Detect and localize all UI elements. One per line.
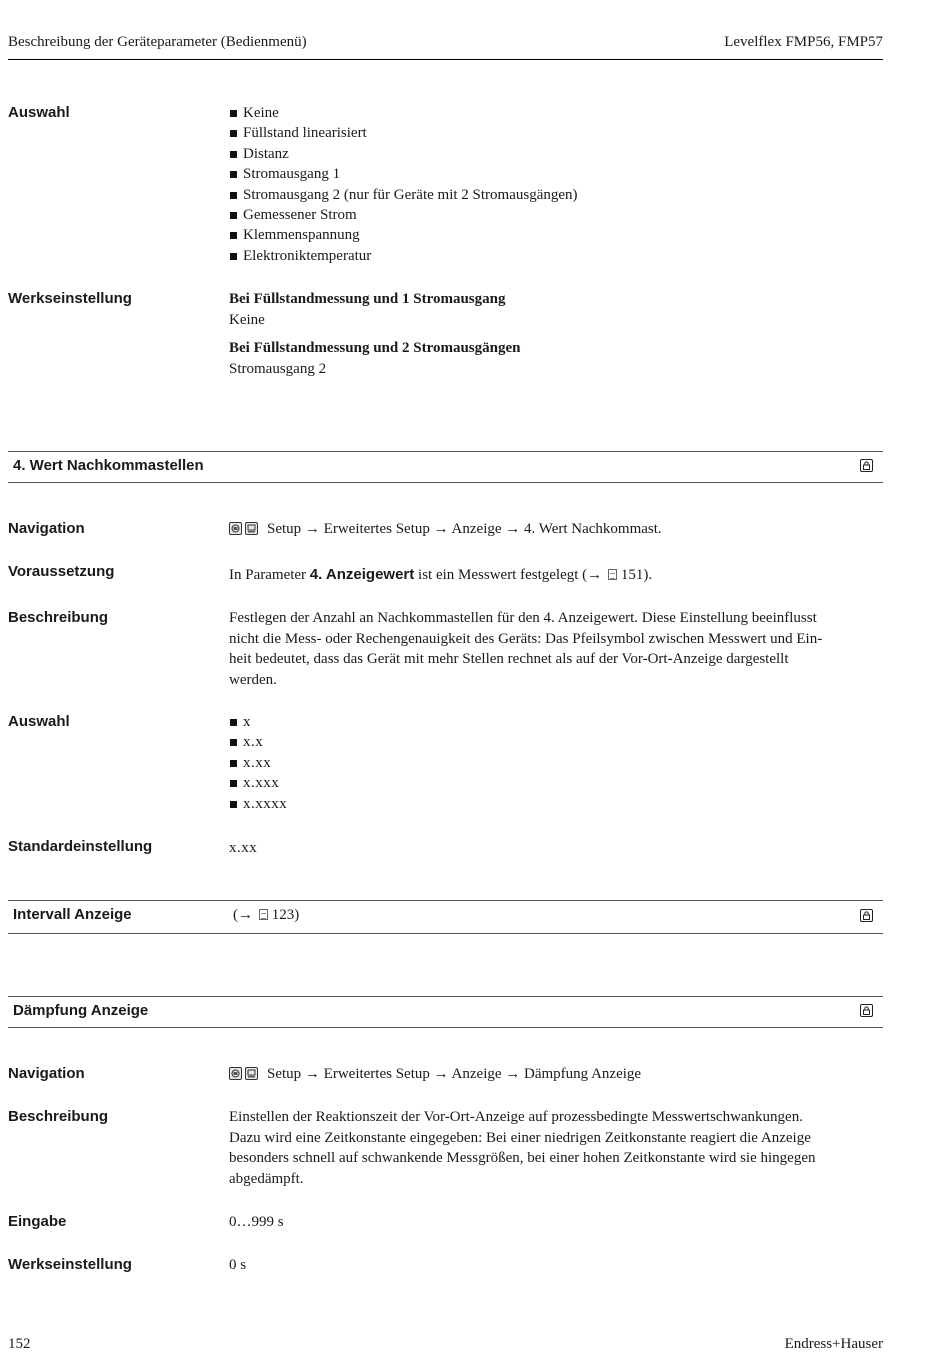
voraussetzung-text [229,565,885,586]
page-ref-icon [259,909,268,920]
display-menu-icon [245,522,258,535]
list-item: x.xxx [229,773,885,793]
werkseinstellung-label-daempf: Werkseinstellung [8,1256,132,1273]
eingabe-label: Eingabe [8,1213,67,1230]
werks-value-2: Stromausgang 2 [229,360,327,377]
nav-icons [229,521,261,542]
list-item: Elektroniktemperatur [229,246,885,266]
beschreibung-text [229,608,885,690]
werks-values-top [229,289,885,379]
ref-pre: (→ [233,907,257,923]
navigation-path [229,519,885,542]
beschreibung-label-daempf: Beschreibung [8,1108,109,1125]
navigation-label-daempf: Navigation [8,1065,85,1082]
list-item: Klemmenspannung [229,225,885,245]
beschreibung-label: Beschreibung [8,609,109,626]
header-right: Levelflex FMP56, FMP57 [724,34,883,50]
voraussetzung-label: Voraussetzung [8,563,115,580]
nav-icons [229,1066,261,1087]
werks-value-1: Keine [229,311,265,328]
display-menu-icon [245,1067,258,1080]
text-line: abgedämpft. [229,1170,304,1187]
nav-path-text: Setup → Erweitertes Setup → Anzeige → 4. Wert Nachkommast. [267,521,662,537]
section-header-4-wert [8,451,883,483]
intervall-ref [233,907,299,924]
section-header-daempfung [8,996,883,1028]
section-header-intervall [8,900,883,934]
list-item: x [229,712,885,732]
auswahl-label-s4: Auswahl [8,713,70,730]
list-item: x.xxxx [229,794,885,814]
vor-mid: ist ein Messwert festgelegt (→ [414,567,606,583]
navigation-path-daempf [229,1064,885,1087]
text-line: heit bedeutet, dass das Gerät mit mehr Stellen rechnet als auf der Vor-Ort-Anzeige dargestellt [229,651,789,667]
list-item: Distanz [229,144,885,164]
section-title: Dämpfung Anzeige [13,1002,149,1019]
header-left: Beschreibung der Geräteparameter (Bedienmenü) [8,34,307,50]
page-number: 152 [8,1336,31,1352]
beschreibung-text-daempf [229,1107,885,1189]
brand-name: Endress+Hauser [784,1336,883,1352]
vor-param: 4. Anzeigewert [309,566,415,583]
text-line: besonders schnell auf schwankende Messgrößen, bei einer hohen Zeitkonstante wird sie hingegen [229,1150,816,1166]
section-title: 4. Wert Nachkommastellen [13,457,204,474]
werks-label-top: Werkseinstellung [8,290,132,307]
list-item: Stromausgang 2 (nur für Geräte mit 2 Stromausgängen) [229,185,885,205]
list-item: Keine [229,103,885,123]
standardeinstellung-label: Standardeinstellung [8,838,153,855]
expert-menu-icon [229,1067,242,1080]
ref-page[interactable]: 123) [271,907,300,923]
auswahl-list-top [229,103,885,266]
text-line: nicht die Mess- oder Rechengenauigkeit des Geräts: Das Pfeilsymbol zwischen Messwert und Ein- [229,630,823,647]
vor-pre: In Parameter [229,567,310,583]
expert-menu-icon [229,522,242,535]
list-item: Gemessener Strom [229,205,885,225]
auswahl-list-s4 [229,712,885,814]
standardeinstellung-value: x.xx [229,840,258,856]
list-item: x.x [229,732,885,752]
list-item: Stromausgang 1 [229,164,885,184]
page-ref-icon [608,569,617,580]
text-line: werden. [229,671,277,688]
list-item: x.xx [229,753,885,773]
section-title: Intervall Anzeige [13,906,132,923]
navigation-label: Navigation [8,520,85,537]
text-line: Festlegen der Anzahl an Nachkommastellen für den 4. Anzeigewert. Diese Einstellung beeinflusst [229,610,817,626]
text-line: Einstellen der Reaktionszeit der Vor-Ort-Anzeige auf prozessbedingte Messwertschwankungen. [229,1109,803,1125]
header-rule [8,59,883,60]
lock-icon [860,1004,873,1017]
eingabe-value: 0…999 s [229,1214,284,1230]
nav-path-text: Setup → Erweitertes Setup → Anzeige → Dämpfung Anzeige [267,1066,642,1082]
werks-heading-2: Bei Füllstandmessung und 2 Stromausgängen [229,340,521,356]
werkseinstellung-value-daempf: 0 s [229,1257,247,1273]
list-item: Füllstand linearisiert [229,123,885,143]
lock-icon [860,459,873,472]
auswahl-label: Auswahl [8,104,70,121]
lock-icon [860,909,873,922]
vor-page: 151). [620,567,653,583]
text-line: Dazu wird eine Zeitkonstante eingegeben: Bei einer niedrigen Zeitkonstante reagiert die Anzeige [229,1129,811,1146]
werks-heading-1: Bei Füllstandmessung und 1 Stromausgang [229,291,506,307]
